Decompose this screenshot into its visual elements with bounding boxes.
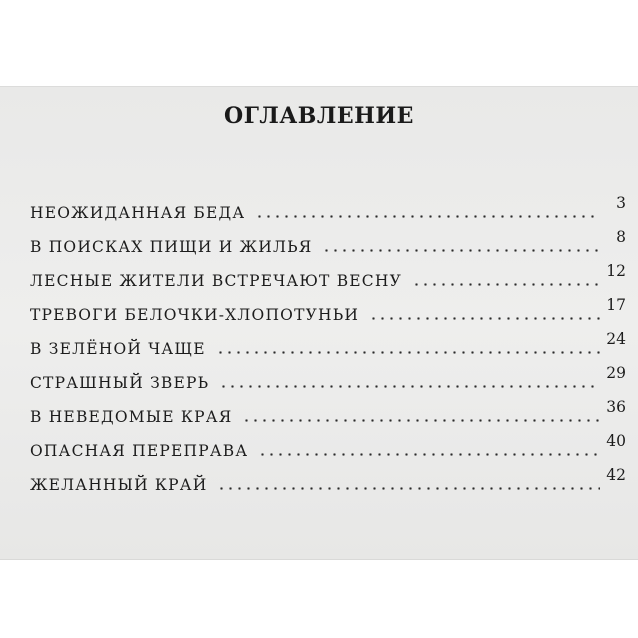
toc-entry-line: [30, 408, 600, 426]
toc-page-number: 3: [616, 194, 626, 212]
dot-leader: [410, 283, 600, 286]
toc-entry-line: [30, 306, 600, 324]
toc-entry: [30, 398, 626, 438]
toc-entry-line: [30, 374, 600, 392]
toc-entry-title: СТРАШНЫЙ ЗВЕРЬ: [30, 374, 210, 392]
toc-entry: [30, 432, 626, 472]
toc-entry-title: ОПАСНАЯ ПЕРЕПРАВА: [30, 442, 249, 460]
dot-leader: [215, 487, 600, 490]
toc-page-number: 17: [606, 296, 626, 314]
toc-page-number: 42: [606, 466, 626, 484]
toc-entry: [30, 466, 626, 506]
toc-entry-line: [30, 476, 600, 494]
toc-page-number: 12: [606, 262, 626, 280]
toc-entry-line: [30, 238, 600, 256]
toc-page-number: 36: [606, 398, 626, 416]
toc-entry-line: [30, 340, 600, 358]
table-of-contents: [30, 194, 626, 506]
dot-leader: [367, 317, 600, 320]
toc-page-number: 24: [606, 330, 626, 348]
dot-leader: [320, 249, 600, 252]
toc-page-number: 29: [606, 364, 626, 382]
toc-entry-line: [30, 442, 600, 460]
dot-leader: [240, 419, 600, 422]
toc-entry-title: ЖЕЛАННЫЙ КРАЙ: [30, 476, 208, 494]
toc-entry-title: В НЕВЕДОМЫЕ КРАЯ: [30, 408, 233, 426]
toc-entry-line: [30, 204, 600, 222]
dot-leader: [253, 215, 600, 218]
dot-leader: [256, 453, 600, 456]
toc-entry: [30, 296, 626, 336]
toc-page-number: 40: [606, 432, 626, 450]
toc-entry: [30, 262, 626, 302]
toc-page-number: 8: [616, 228, 626, 246]
toc-entry: [30, 364, 626, 404]
toc-entry: [30, 228, 626, 268]
dot-leader: [214, 351, 600, 354]
toc-entry: [30, 194, 626, 234]
toc-entry-title: НЕОЖИДАННАЯ БЕДА: [30, 204, 246, 222]
toc-entry-title: В ПОИСКАХ ПИЩИ И ЖИЛЬЯ: [30, 238, 313, 256]
page-title: ОГЛАВЛЕНИЕ: [224, 103, 414, 129]
toc-entry: [30, 330, 626, 370]
toc-entry-title: ТРЕВОГИ БЕЛОЧКИ-ХЛОПОТУНЬИ: [30, 306, 360, 324]
toc-entry-title: ЛЕСНЫЕ ЖИТЕЛИ ВСТРЕЧАЮТ ВЕСНУ: [30, 272, 402, 290]
toc-entry-line: [30, 272, 600, 290]
toc-entry-title: В ЗЕЛЁНОЙ ЧАЩЕ: [30, 340, 206, 358]
dot-leader: [217, 385, 600, 388]
